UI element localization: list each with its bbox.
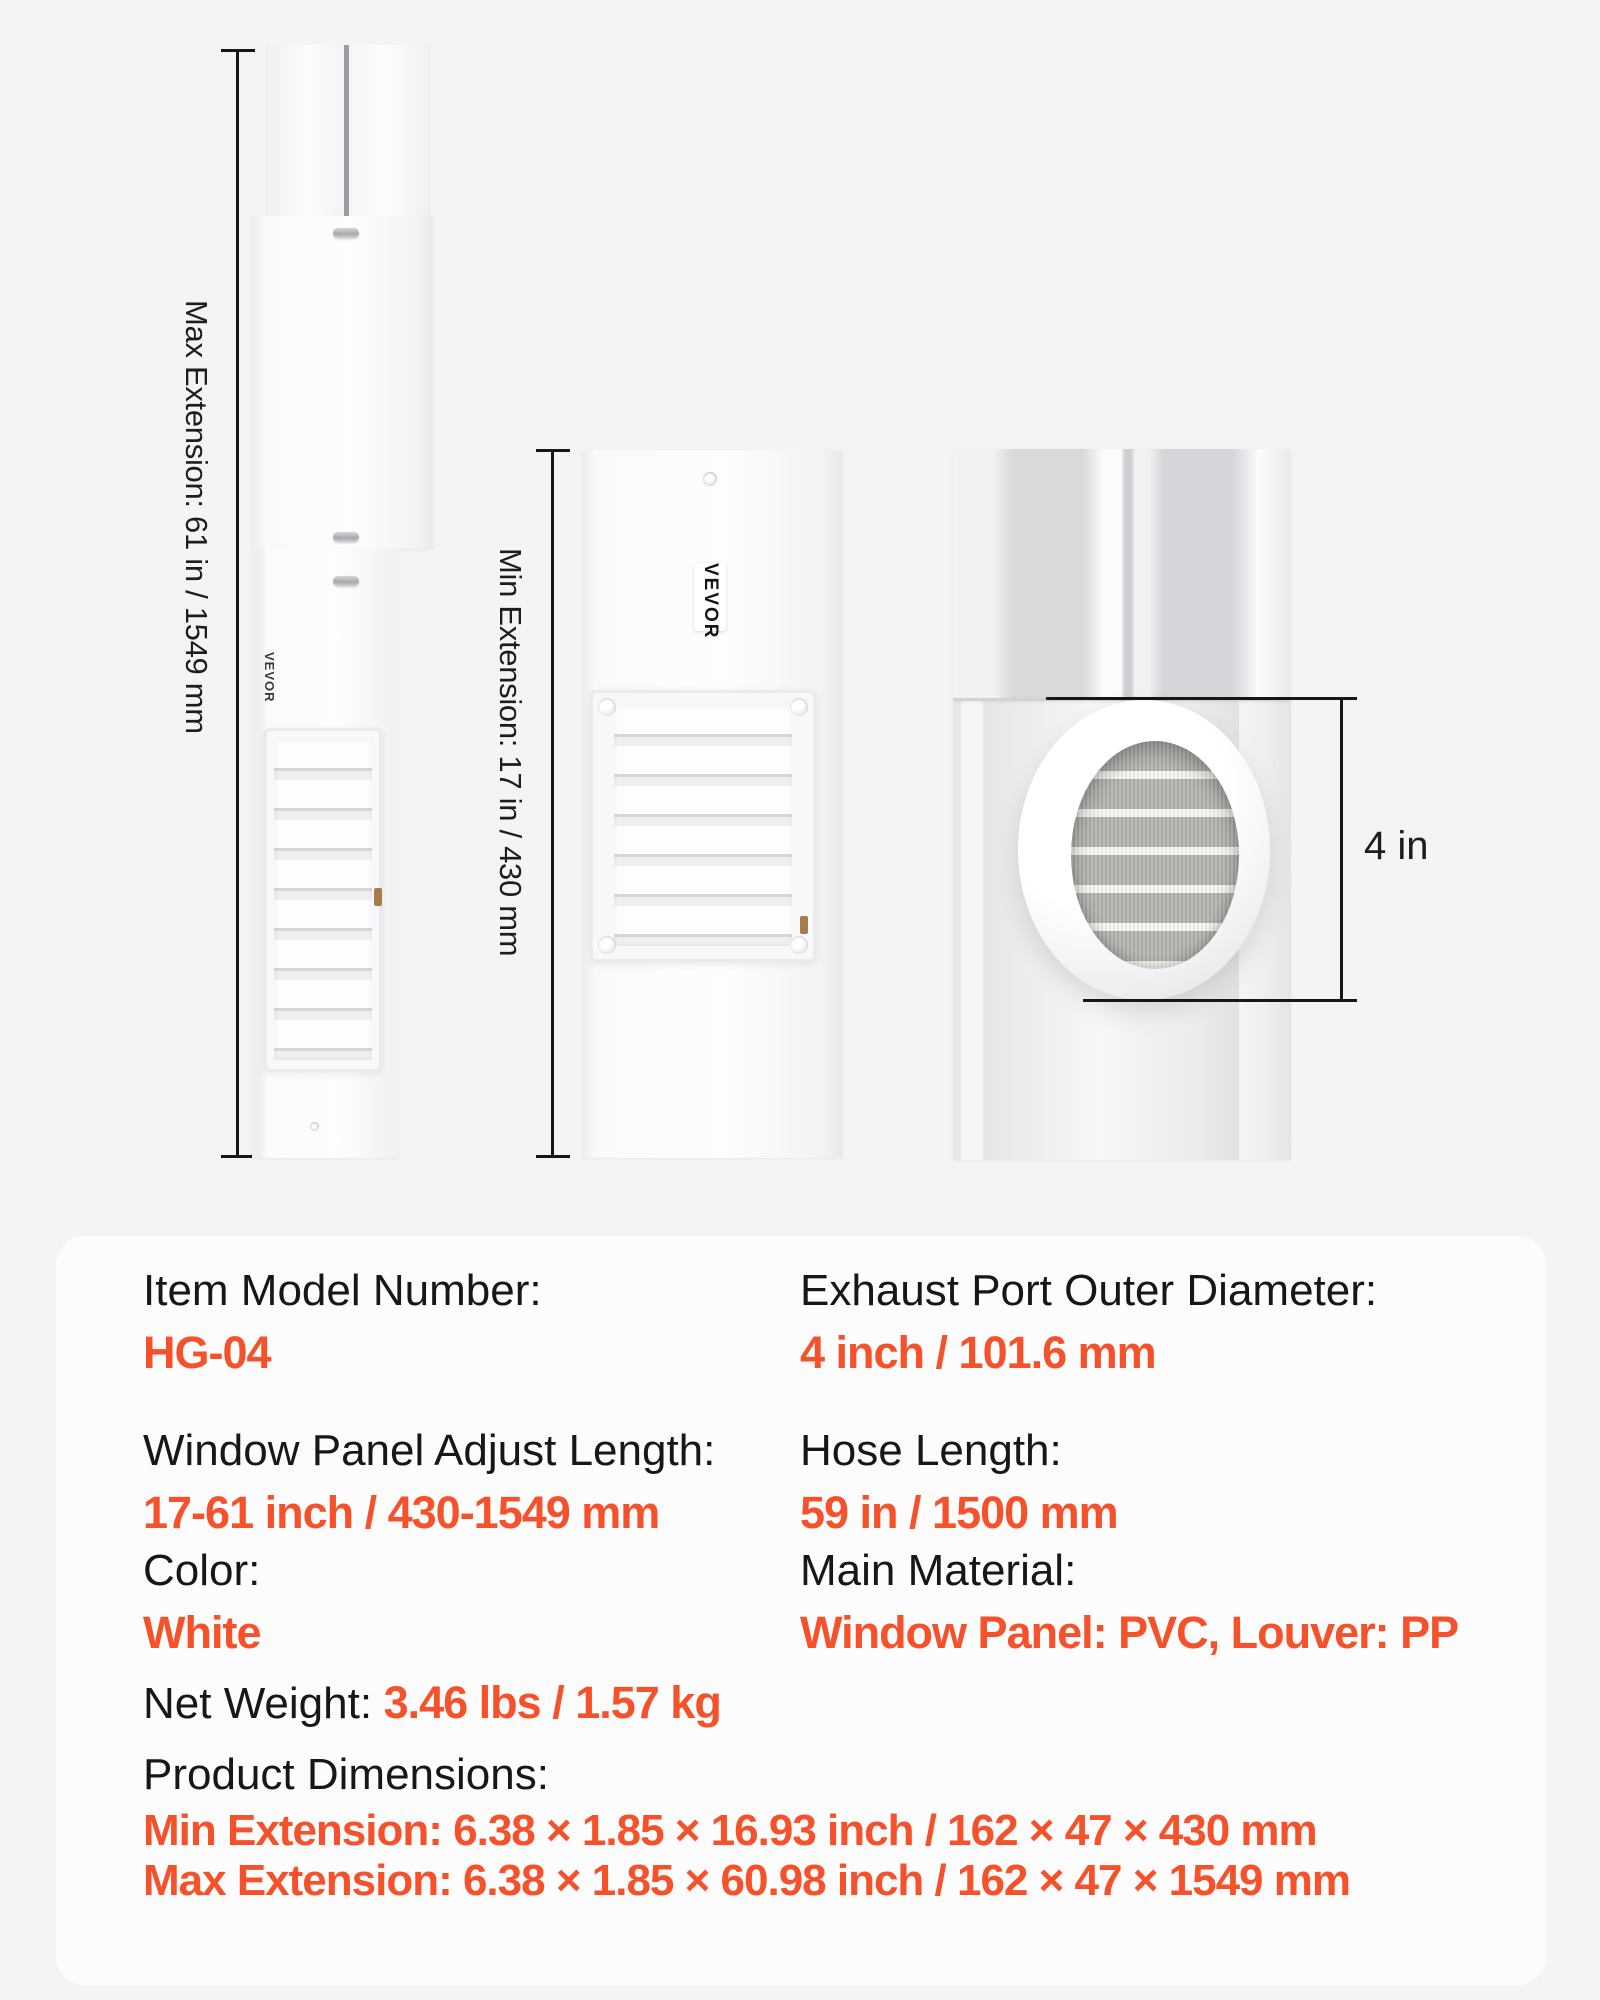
min-dimension-line <box>551 450 554 1158</box>
panel-top-rails <box>266 45 431 216</box>
spec-value: HG-04 <box>143 1327 271 1378</box>
closeup-top-molding <box>953 449 1291 698</box>
panel-rail-right <box>349 45 431 216</box>
exhaust-louver <box>264 728 382 1072</box>
port-dimension-line-bottom <box>1083 999 1357 1002</box>
louver-latch <box>374 888 382 906</box>
product-dimensions-label: Product Dimensions: <box>143 1750 549 1799</box>
closeup-panel <box>953 449 1291 1160</box>
louver-screw-boss <box>790 936 808 954</box>
vevor-logo-small: VEVOR <box>262 652 277 703</box>
screw-hole <box>310 1122 319 1131</box>
spec-label: Color: <box>143 1546 261 1595</box>
panel-clip <box>333 532 359 542</box>
exhaust-port-mesh <box>1071 741 1239 969</box>
min-dimension-cap-top <box>536 449 570 452</box>
spec-label: Exhaust Port Outer Diameter: <box>800 1266 1378 1315</box>
louver-latch <box>800 916 808 934</box>
max-dimension-cap-bottom <box>221 1155 255 1158</box>
product-dimensions-min: Min Extension: 6.38 × 1.85 × 16.93 inch / 162 × 47 × 430 mm <box>143 1806 1317 1855</box>
spec-value: 59 in / 1500 mm <box>800 1487 1118 1538</box>
spec-value: 4 inch / 101.6 mm <box>800 1327 1156 1378</box>
max-dimension-cap-top <box>221 49 255 52</box>
spec-label: Hose Length: <box>800 1426 1062 1475</box>
max-extension-dimension-label: Max Extension: 61 in / 1549 mm <box>179 300 214 734</box>
louver-slats <box>614 706 792 946</box>
product-dimensions-max: Max Extension: 6.38 × 1.85 × 60.98 inch / 162 × 47 × 1549 mm <box>143 1856 1350 1905</box>
spec-label: Main Material: <box>800 1546 1077 1595</box>
spec-card <box>56 1236 1546 1985</box>
port-dimension-line-top <box>1046 697 1357 700</box>
spec-value: White <box>143 1607 261 1658</box>
louver-screw-boss <box>598 698 616 716</box>
louver-slats <box>274 740 372 1060</box>
panel-rail-left <box>266 45 344 216</box>
spec-label: Window Panel Adjust Length: <box>143 1426 716 1475</box>
panel-clip <box>333 228 359 238</box>
panel-clip <box>333 576 359 586</box>
exhaust-louver <box>590 690 816 962</box>
net-weight-value: 3.46 lbs / 1.57 kg <box>383 1677 721 1728</box>
panel-middle-section <box>252 216 433 549</box>
min-dimension-cap-bottom <box>536 1155 570 1158</box>
net-weight-row <box>143 1676 721 1731</box>
spec-label: Item Model Number: <box>143 1266 542 1315</box>
screw-hole <box>703 472 717 486</box>
net-weight-label: Net Weight: <box>143 1679 373 1728</box>
spec-value: 17-61 inch / 430-1549 mm <box>143 1487 660 1538</box>
spec-value: Window Panel: PVC, Louver: PP <box>800 1607 1459 1658</box>
max-dimension-line <box>236 50 239 1158</box>
vevor-logo-label: VEVOR <box>694 563 726 631</box>
louver-screw-boss <box>790 698 808 716</box>
port-dimension-connector <box>1340 697 1343 1002</box>
louver-screw-boss <box>598 936 616 954</box>
port-diameter-label: 4 in <box>1364 824 1429 868</box>
min-extension-dimension-label: Min Extension: 17 in / 430 mm <box>493 548 528 957</box>
